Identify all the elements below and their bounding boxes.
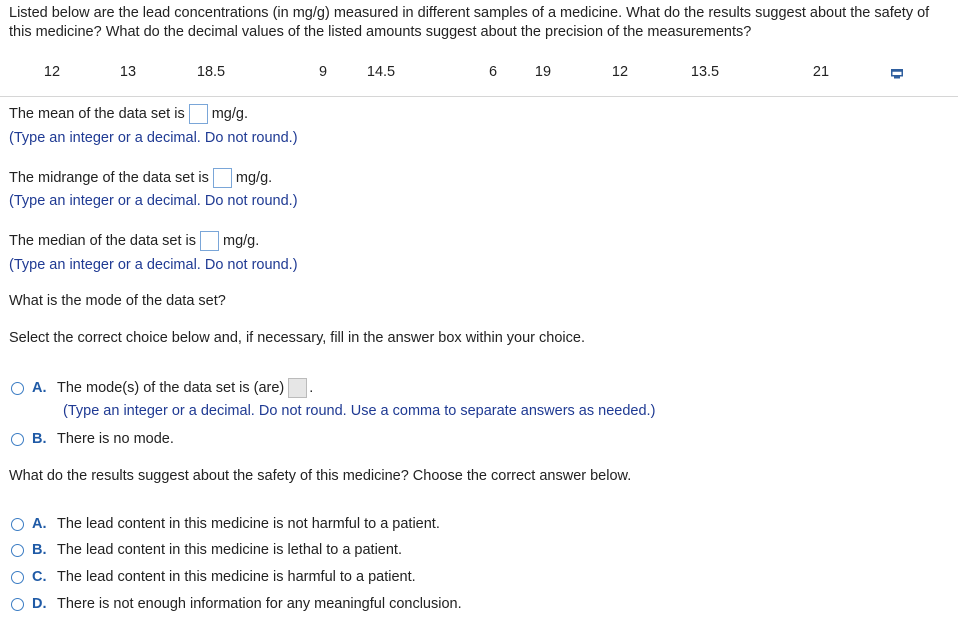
mode-answer-box[interactable]: [288, 378, 307, 398]
data-table-icon[interactable]: [891, 69, 903, 79]
median-answer-box[interactable]: [200, 231, 219, 251]
choice-letter: D.: [32, 596, 47, 612]
choice-letter: B.: [32, 431, 47, 447]
choice-letter: A.: [32, 516, 47, 532]
choice-letter: A.: [32, 380, 47, 396]
midrange-line: [9, 167, 272, 189]
safety-choice-d[interactable]: [11, 593, 462, 615]
choice-text: There is not enough information for any meaningful conclusion.: [57, 596, 462, 612]
mode-hint: (Type an integer or a decimal. Do not round. Use a comma to separate answers as needed.): [63, 403, 656, 419]
safety-choice-c[interactable]: [11, 566, 416, 588]
choice-letter: C.: [32, 569, 47, 585]
mean-line: [9, 103, 248, 125]
mean-hint: (Type an integer or a decimal. Do not round.): [9, 130, 298, 146]
median-label: The median of the data set is: [9, 233, 196, 249]
safety-choice-a[interactable]: [11, 513, 440, 535]
radio-button[interactable]: [11, 571, 24, 584]
mode-question: What is the mode of the data set?: [9, 293, 226, 309]
data-value: 13.5: [690, 64, 720, 80]
midrange-label: The midrange of the data set is: [9, 170, 209, 186]
data-values-row: [0, 64, 958, 86]
data-value: 14.5: [366, 64, 396, 80]
choice-end: .: [309, 380, 314, 396]
radio-button[interactable]: [11, 382, 24, 395]
mean-answer-box[interactable]: [189, 104, 208, 124]
median-line: [9, 230, 259, 252]
mode-choice-a[interactable]: [11, 376, 313, 400]
data-value: 12: [43, 64, 61, 80]
mean-unit: mg/g.: [211, 106, 248, 122]
choice-text: The lead content in this medicine is lethal to a patient.: [57, 542, 402, 558]
data-value: 21: [812, 64, 830, 80]
mode-instruction: Select the correct choice below and, if necessary, fill in the answer box within your choice.: [9, 330, 585, 346]
safety-choice-b[interactable]: [11, 539, 402, 561]
data-value: 19: [534, 64, 552, 80]
choice-text: There is no mode.: [57, 431, 174, 447]
data-value: 9: [318, 64, 328, 80]
median-hint: (Type an integer or a decimal. Do not round.): [9, 257, 298, 273]
choice-text: The lead content in this medicine is not harmful to a patient.: [57, 516, 440, 532]
mean-label: The mean of the data set is: [9, 106, 185, 122]
midrange-hint: (Type an integer or a decimal. Do not round.): [9, 193, 298, 209]
median-unit: mg/g.: [223, 233, 260, 249]
radio-button[interactable]: [11, 544, 24, 557]
midrange-answer-box[interactable]: [213, 168, 232, 188]
radio-button[interactable]: [11, 433, 24, 446]
divider: [0, 96, 958, 97]
choice-text: The mode(s) of the data set is (are): [57, 380, 285, 396]
question-text: Listed below are the lead concentrations (in mg/g) measured in different samples of a medicine. What do the results suggest about the safety of this medicine? What do the decimal values of the listed amounts suggest about the precision of the measurements?: [9, 5, 930, 40]
data-value: 13: [119, 64, 137, 80]
safety-question: What do the results suggest about the safety of this medicine? Choose the correct answer below.: [9, 468, 632, 484]
data-value: 6: [488, 64, 498, 80]
data-value: 12: [611, 64, 629, 80]
choice-text: The lead content in this medicine is harmful to a patient.: [57, 569, 416, 585]
radio-button[interactable]: [11, 598, 24, 611]
mode-choice-b[interactable]: [11, 428, 174, 450]
choice-letter: B.: [32, 542, 47, 558]
radio-button[interactable]: [11, 518, 24, 531]
midrange-unit: mg/g.: [235, 170, 273, 186]
data-value: 18.5: [196, 64, 226, 80]
